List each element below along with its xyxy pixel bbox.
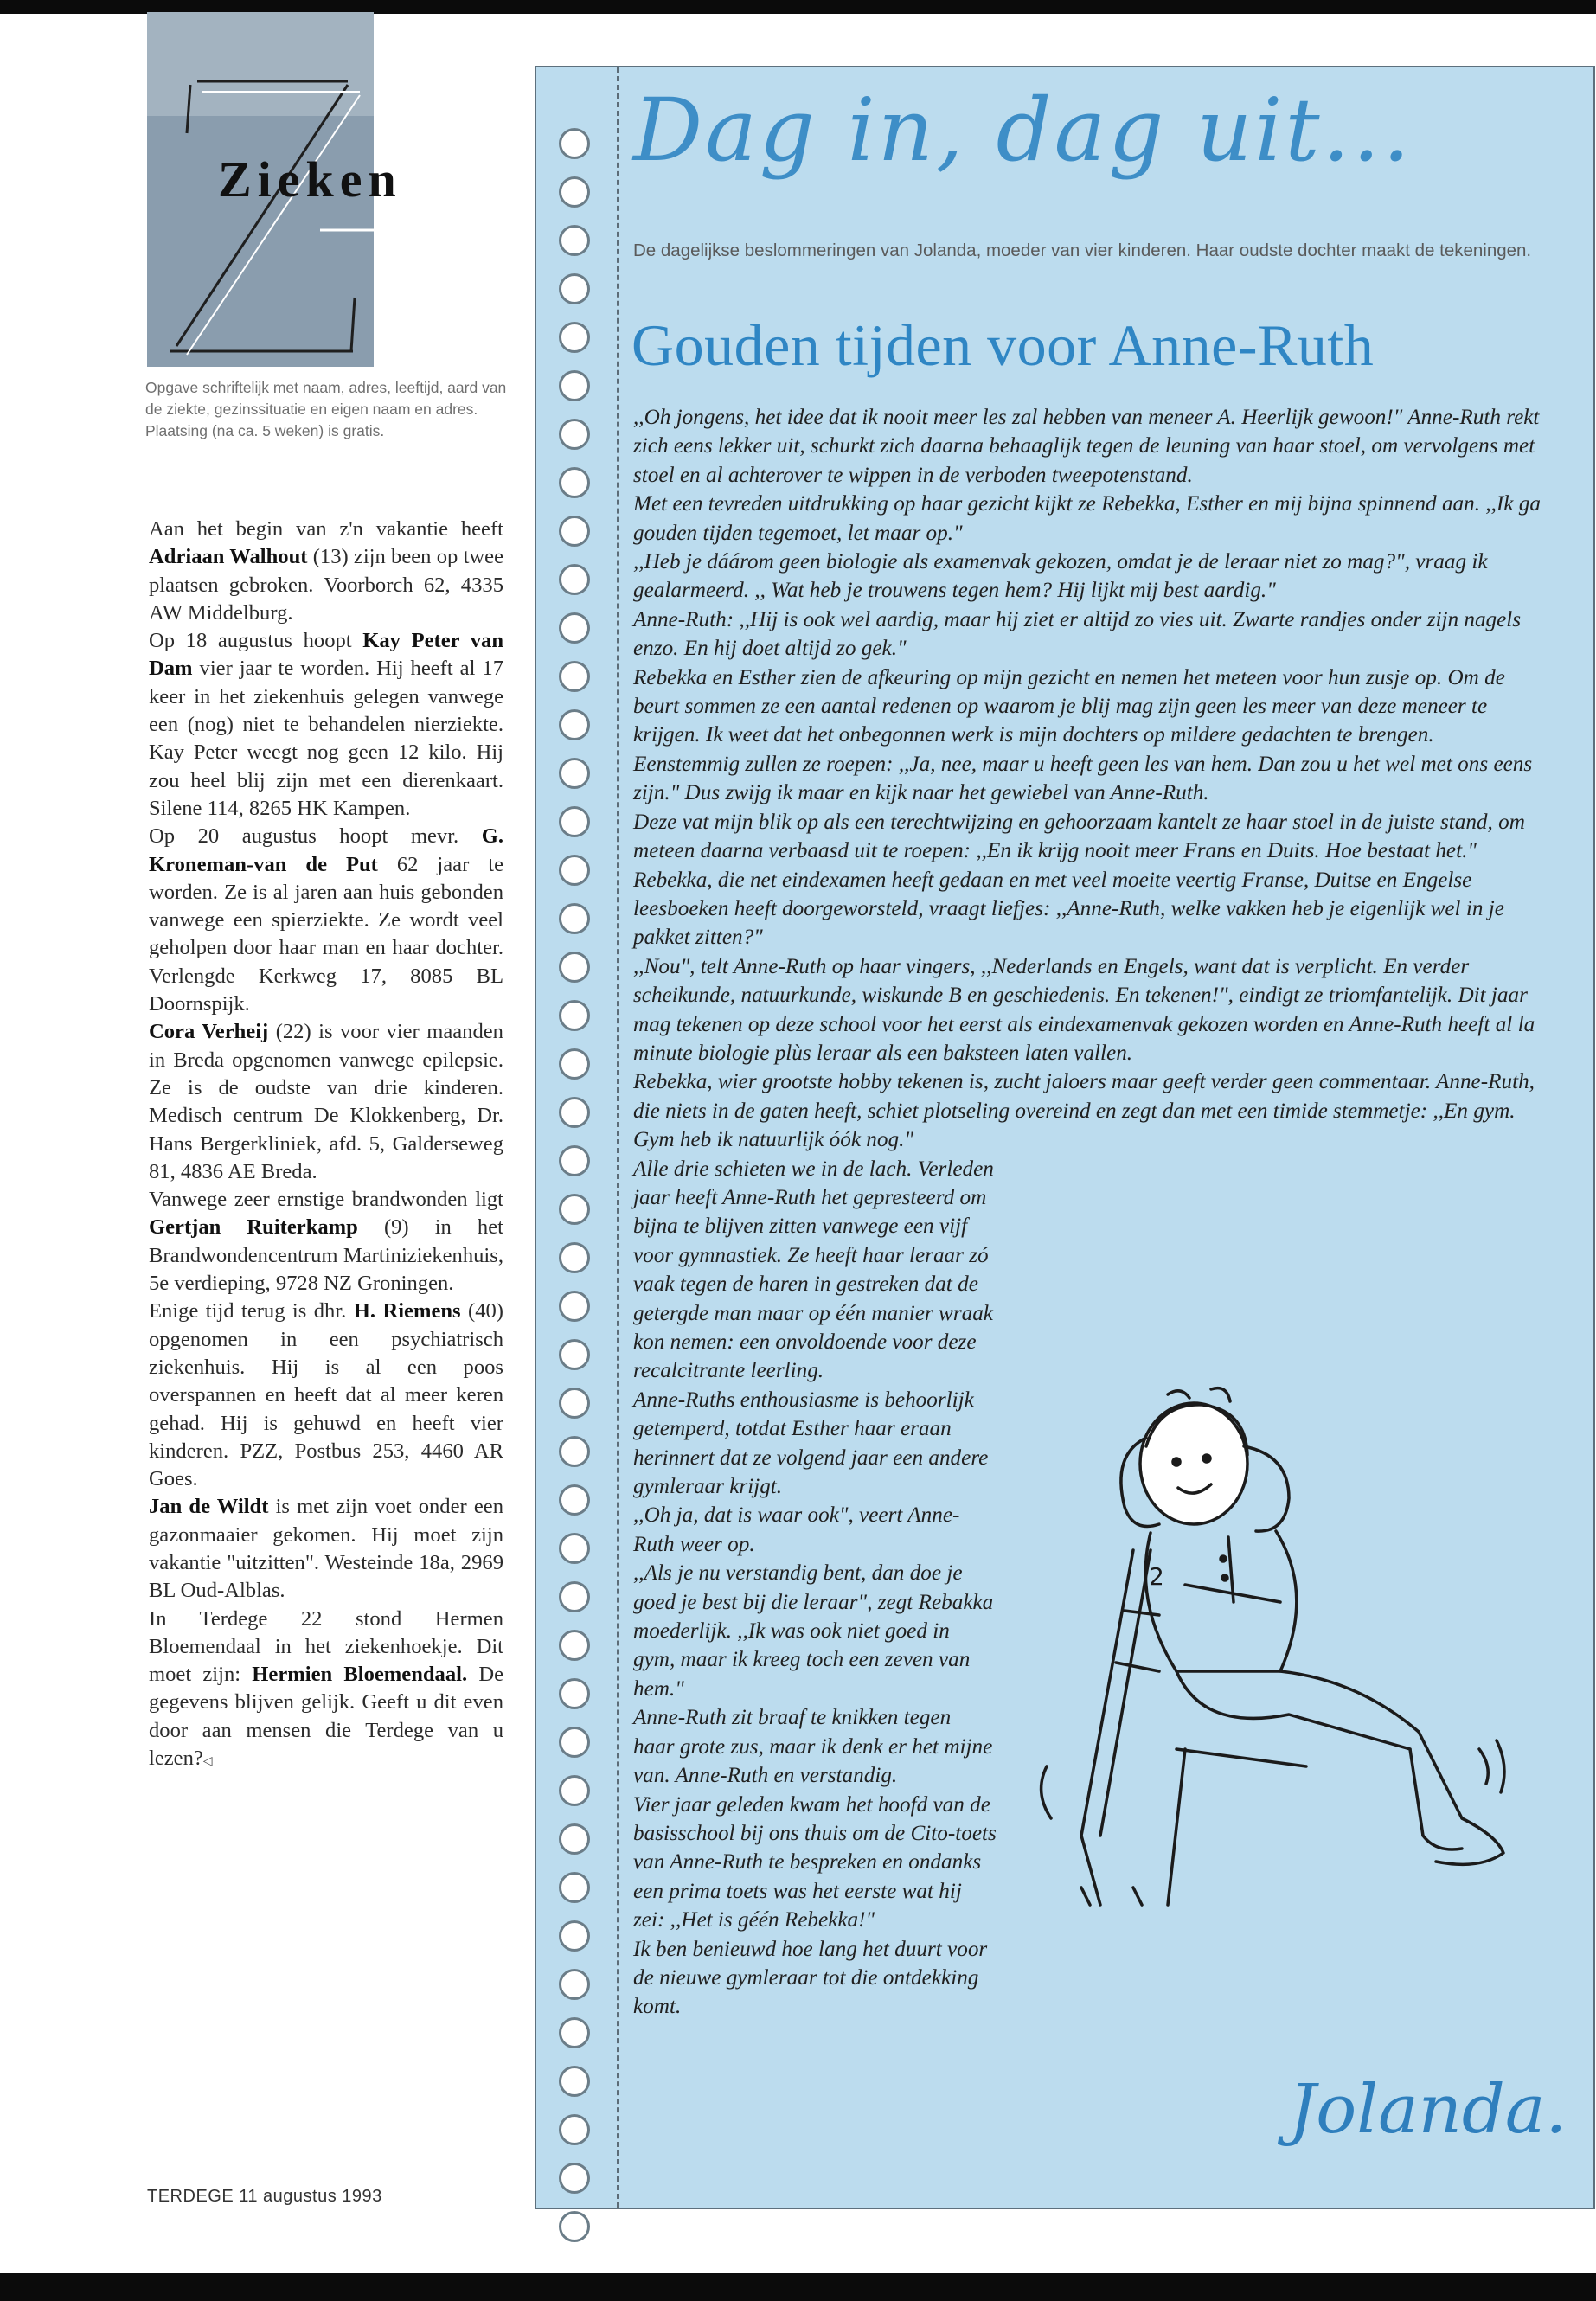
binder-hole [559, 1242, 590, 1273]
binder-hole [559, 1000, 590, 1031]
story-paragraph: Met een tevreden uitdrukking op haar gezicht kijkt ze Rebekka, Esther en mij bijna spinnend aan. ,,Ik ga gouden tijden tegemoet, let maar op." [633, 492, 1541, 545]
binder-hole [559, 370, 590, 401]
binder-hole [559, 1484, 590, 1516]
binder-hole [559, 419, 590, 450]
binder-hole [559, 758, 590, 789]
sidebar-entry: Aan het begin van z'n vakantie heeft Adriaan Walhout (13) zijn been op twee plaatsen gebroken. Voorborch 62, 4335 AW Middelburg. [149, 517, 503, 625]
binder-hole [559, 1727, 590, 1758]
binder-hole [559, 2211, 590, 2242]
binder-hole [559, 2066, 590, 2097]
story-paragraph: Ik ben benieuwd hoe lang het duurt voor de nieuwe gymleraar tot die ontdekking komt. [633, 1937, 988, 2019]
margin-line [617, 67, 619, 2208]
story-paragraph: Rebekka, die net eindexamen heeft gedaan en met veel moeite veertig Franse, Duitse en Engelse leesboeken heeft doorgeworsteld, vraagt liefjes: ,,Anne-Ruth, welke vakken heb je eigenlijk wel in je pakket zitten?" [633, 868, 1504, 950]
sidebar-intro: Opgave schriftelijk met naam, adres, leeftijd, aard van de ziekte, gezinssituatie en eigen naam en adres. Plaatsing (na ca. 5 weken) is gratis. [145, 379, 507, 439]
story-paragraph: Deze vat mijn blik op als een terechtwijzing en gehoorzaam kantelt ze haar stoel in de juiste stand, om meteen daarna verbaasd uit te roepen: ,,En ik krijg nooit meer Frans en Duits. Hoe bestaat het." [633, 810, 1525, 863]
binder-hole [559, 1145, 590, 1176]
svg-text:2: 2 [1149, 1562, 1164, 1591]
zieken-logo-word: Zieken [218, 151, 402, 208]
binder-hole [559, 612, 590, 644]
binder-hole [559, 176, 590, 208]
story-paragraph: ,,Heb je dáárom geen biologie als examenvak gekozen, omdat je de leraar niet zo mag?", vraag ik gealarmeerd. ,, Wat heb je trouwens tegen hem? Hij lijkt mij best aardig." [633, 550, 1488, 603]
sidebar-entry: Op 18 augustus hoopt Kay Peter van Dam vier jaar te worden. Hij heeft al 17 keer in het ziekenhuis gelegen vanwege een (nog) niet te behandelen nierziekte. Kay Peter weegt nog geen 12 kilo. Hij zou heel blij zijn met een dierenkaart. Silene 114, 8265 HK Kampen. [149, 629, 504, 820]
story-paragraph: Anne-Ruths enthousiasme is behoorlijk getemperd, totdat Esther haar eraan herinnert dat ze volgend jaar een andere gymleraar krijgt. [633, 1388, 989, 1499]
binder-hole [559, 1872, 590, 1903]
column-headline: Gouden tijden voor Anne-Ruth [631, 312, 1375, 378]
story-paragraph: Anne-Ruth zit braaf te knikken tegen haar grote zus, maar ik denk er het mijne van. Anne-Ruth en verstandig. [633, 1706, 993, 1788]
binder-hole [559, 1291, 590, 1322]
end-mark-icon: ◁ [202, 1755, 213, 1769]
binder-hole [559, 128, 590, 159]
story-paragraph: ,,Als je nu verstandig bent, dan doe je goed je best bij die leraar", zegt Rebakka moederlijk. ,,Ik was ook niet goed in gym, maar ik kreeg toch een zeven van hem." [633, 1561, 994, 1701]
sidebar-entry: Enige tijd terug is dhr. H. Riemens (40) opgenomen in een psychiatrisch ziekenhuis. Hij is al een poos overspannen en heeft dat al meer keren gehad. Hij is gehuwd en heeft vier kinderen. PZZ, Postbus 253, 4460 AR Goes. [149, 1299, 503, 1491]
binder-hole [559, 2163, 590, 2194]
binder-hole [559, 564, 590, 595]
binder-hole [559, 1823, 590, 1855]
binder-hole [559, 1533, 590, 1564]
binder-hole [559, 1969, 590, 2000]
sidebar-entry: Cora Verheij (22) is voor vier maanden in Breda opgenomen vanwege epilepsie. Ze is de oudste van drie kinderen. Medisch centrum De Klokkenberg, Dr. Hans Bergerkliniek, afd. 5, Galderseweg 81, 4836 AE Breda. [149, 1020, 503, 1183]
sidebar-entry: In Terdege 22 stond Hermen Bloemendaal in het ziekenhoekje. Dit moet zijn: Hermien Bloemendaal. De gegevens blijven gelijk. Geeft u dit even door aan mensen die Terdege van u lezen?◁ [149, 1606, 503, 1777]
binder-hole [559, 1388, 590, 1419]
story-paragraph: ,,Oh jongens, het idee dat ik nooit meer les zal hebben van meneer A. Heerlijk gewoon!" Anne-Ruth rekt zich eens lekker uit, schurkt zich daarna behaaglijk tegen de leuning van haar stoel, om vervolgens met stoel en al achterover te wippen in de verboden tweepotenstand. [633, 406, 1540, 487]
story-paragraph: Anne-Ruth: ,,Hij is ook wel aardig, maar hij ziet er altijd zo vies uit. Zwarte randjes onder zijn nagels enzo. En hij doet altijd zo gek." [633, 607, 1522, 661]
binder-hole [559, 1630, 590, 1661]
story-paragraph: Alle drie schieten we in de lach. Verleden jaar heeft Anne-Ruth het gepresteerd om bijna te blijven zitten vanwege een vijf voor gymnastiek. Ze heeft haar leraar zó vaak tegen de haren in gestreken dat de getergde man maar op één manier wraak kon nemen: een onvoldoende voor deze recalcitrante leerling. [633, 1157, 994, 1383]
sidebar-entry: Op 20 augustus hoopt mevr. G. Kroneman-van de Put 62 jaar te worden. Ze is al jaren aan huis gebonden vanwege een spierziekte. Ze wordt veel geholpen door haar man en haar dochter. Verlengde Kerkweg 17, 8085 BL Doornspijk. [149, 824, 503, 1016]
binder-hole [559, 1048, 590, 1080]
binder-hole [559, 2017, 590, 2048]
binder-hole [559, 516, 590, 547]
binder-hole [559, 806, 590, 837]
page-footer: TERDEGE 11 augustus 1993 [147, 2187, 382, 2206]
bottom-rule [0, 2273, 1596, 2301]
zieken-logo [147, 12, 402, 367]
binder-hole [559, 1436, 590, 1467]
binder-hole [559, 709, 590, 740]
binder-hole [559, 1581, 590, 1612]
girl-on-chair-illustration [1029, 1386, 1514, 1922]
binder-hole [559, 1339, 590, 1370]
binder-hole [559, 467, 590, 498]
binder-hole [559, 952, 590, 983]
story-paragraph: ,,Oh ja, dat is waar ook", veert Anne-Ruth weer op. [633, 1503, 960, 1556]
story-paragraph: Rebekka en Esther zien de afkeuring op mijn gezicht en nemen het meteen voor hun zusje op. Om de beurt sommen ze een aantal redenen op waarom je blij mag zijn geen les meer van deze meneer te krijgen. Ik weet dat het onbegonnen werk is mijn dochters op mildere gedachten te brengen. Eenstemmig zullen ze roepen: ,,Ja, nee, maar u heeft geen les van hem. Dan zou u het wel met ons eens zijn." Dus zwijg ik maar en kijk naar het gewiebel van Anne-Ruth. [633, 665, 1533, 805]
binder-hole [559, 322, 590, 353]
story-paragraph: Vier jaar geleden kwam het hoofd van de basisschool bij ons thuis om de Cito-toets van Anne-Ruth te bespreken en ondanks een prima toets was het eerste wat hij zei: ,,Het is géén Rebekka!" [633, 1792, 997, 1932]
sidebar-entry: Vanwege zeer ernstige brandwonden ligt Gertjan Ruiterkamp (9) in het Brandwondencentrum Martiniziekenhuis, 5e verdieping, 9728 NZ Groningen. [149, 1188, 503, 1296]
story-paragraph: ,,Nou", telt Anne-Ruth op haar vingers, ,,Nederlands en Engels, want dat is verplicht. En verder scheikunde, natuurkunde, wiskunde B en geschiedenis. En tekenen!", eindigt ze triomfantelijk. Dit jaar mag tekenen op deze school voor het eerst als eindexamenvak gekozen worden en Anne-Ruth heeft al la minute biologie plùs leraar als een baksteen laten vallen. [633, 954, 1535, 1065]
binder-hole [559, 855, 590, 886]
column-panel [535, 66, 1595, 2209]
handwritten-title: Dag in, dag uit... [633, 80, 1413, 181]
binder-hole [559, 1097, 590, 1128]
binder-hole [559, 1194, 590, 1225]
binder-hole [559, 903, 590, 934]
binder-hole [559, 225, 590, 256]
column-subtitle: De dagelijkse beslommeringen van Jolanda, moeder van vier kinderen. Haar oudste dochter maakt de tekeningen. [633, 240, 1532, 260]
author-signature: Jolanda. [1289, 2071, 1567, 2149]
story-paragraph: Rebekka, wier grootste hobby tekenen is, zucht jaloers maar geeft verder geen commentaar. Anne-Ruth, die niets in de gaten heeft, schiet plotseling overeind en zegt dan met een timide stemmetje: ,,En gym. Gym heb ik natuurlijk óók nog." [633, 1070, 1535, 1152]
sidebar-entries [149, 516, 503, 1776]
sidebar-entry: Jan de Wildt is met zijn voet onder een gazonmaaier gekomen. Hij moet zijn vakantie "uitzitten". Westeinde 18a, 2969 BL Oud-Alblas. [149, 1495, 503, 1603]
binder-hole [559, 1678, 590, 1709]
binder-hole [559, 273, 590, 304]
binder-hole [559, 2114, 590, 2145]
binder-hole [559, 661, 590, 692]
binder-hole [559, 1920, 590, 1952]
binder-hole [559, 1775, 590, 1806]
